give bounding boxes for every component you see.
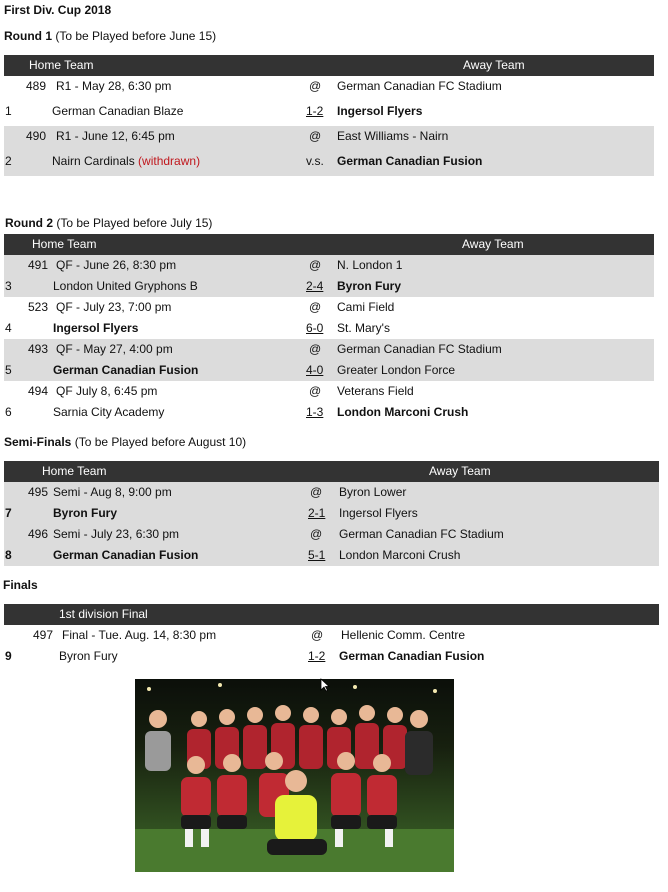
venue: Byron Lower bbox=[339, 485, 407, 499]
round1-table-header bbox=[4, 55, 654, 76]
game-number: 494 bbox=[28, 384, 49, 398]
away-team: Byron Fury bbox=[337, 279, 402, 293]
match-info: R1 - June 12, 6:45 pm bbox=[56, 129, 175, 143]
venue: Cami Field bbox=[337, 300, 395, 314]
game-number: 493 bbox=[28, 342, 49, 356]
away-team: St. Mary's bbox=[337, 321, 390, 335]
match-info: R1 - May 28, 6:30 pm bbox=[56, 79, 172, 93]
at-symbol: @ bbox=[309, 129, 322, 143]
home-team: London United Gryphons B bbox=[53, 279, 198, 293]
match-index: 1 bbox=[5, 104, 12, 118]
away-team: German Canadian Fusion bbox=[339, 649, 485, 663]
score-link[interactable]: 1-2 bbox=[308, 649, 326, 663]
home-team: German Canadian Fusion bbox=[53, 548, 199, 562]
match-info: QF July 8, 6:45 pm bbox=[56, 384, 158, 398]
venue: Hellenic Comm. Centre bbox=[341, 628, 466, 642]
semis-heading: Semi-Finals bbox=[4, 435, 72, 449]
away-team: German Canadian Fusion bbox=[337, 154, 483, 168]
venue: German Canadian FC Stadium bbox=[337, 79, 502, 93]
home-team: German Canadian Fusion bbox=[53, 363, 199, 377]
home-team: Sarnia City Academy bbox=[53, 405, 165, 419]
venue: N. London 1 bbox=[337, 258, 403, 272]
match-info: Semi - July 23, 6:30 pm bbox=[53, 527, 180, 541]
home-team-header: Home Team bbox=[42, 464, 107, 478]
venue: Veterans Field bbox=[337, 384, 414, 398]
match-index: 7 bbox=[5, 506, 12, 520]
final-header-title: 1st division Final bbox=[59, 607, 148, 621]
home-team: Ingersol Flyers bbox=[53, 321, 139, 335]
home-team-header: Home Team bbox=[29, 58, 94, 72]
round1-heading-line bbox=[4, 29, 216, 43]
match-index: 8 bbox=[5, 548, 12, 562]
venue: German Canadian FC Stadium bbox=[339, 527, 504, 541]
score-link[interactable]: 2-4 bbox=[306, 279, 324, 293]
game-number: 491 bbox=[28, 258, 49, 272]
withdrawn-note: (withdrawn) bbox=[138, 154, 201, 168]
match-index: 9 bbox=[5, 649, 12, 663]
at-symbol: @ bbox=[309, 300, 322, 314]
match-info: QF - May 27, 4:00 pm bbox=[56, 342, 173, 356]
away-team: Greater London Force bbox=[337, 363, 456, 377]
round1-note: (To be Played before June 15) bbox=[55, 29, 217, 43]
score-link[interactable]: 1-3 bbox=[306, 405, 324, 419]
at-symbol: @ bbox=[310, 485, 323, 499]
venue: German Canadian FC Stadium bbox=[337, 342, 502, 356]
home-team: Byron Fury bbox=[59, 649, 118, 663]
at-symbol: @ bbox=[309, 79, 322, 93]
match-index: 2 bbox=[5, 154, 12, 168]
game-number: 523 bbox=[28, 300, 49, 314]
home-team: Byron Fury bbox=[53, 506, 118, 520]
home-team: Nairn Cardinals bbox=[52, 154, 135, 168]
round2-heading: Round 2 bbox=[5, 216, 53, 230]
match-index: 3 bbox=[5, 279, 12, 293]
score-link[interactable]: 2-1 bbox=[308, 506, 326, 520]
round1-heading: Round 1 bbox=[4, 29, 52, 43]
mouse-cursor-icon bbox=[320, 678, 330, 692]
at-symbol: @ bbox=[309, 342, 322, 356]
away-team: Ingersol Flyers bbox=[337, 104, 423, 118]
game-number: 490 bbox=[26, 129, 47, 143]
versus-text: v.s. bbox=[306, 154, 324, 168]
team-photo-graphic bbox=[135, 679, 454, 872]
match-info: Semi - Aug 8, 9:00 pm bbox=[53, 485, 172, 499]
match-info: Final - Tue. Aug. 14, 8:30 pm bbox=[62, 628, 217, 642]
home-team: German Canadian Blaze bbox=[52, 104, 184, 118]
away-team: London Marconi Crush bbox=[339, 548, 461, 562]
game-number: 489 bbox=[26, 79, 47, 93]
page-title: First Div. Cup 2018 bbox=[4, 3, 112, 17]
match-index: 5 bbox=[5, 363, 12, 377]
round2-table-header bbox=[4, 234, 654, 255]
match-info: QF - July 23, 7:00 pm bbox=[56, 300, 172, 314]
game-number: 497 bbox=[33, 628, 54, 642]
finals-heading: Finals bbox=[3, 578, 38, 592]
away-team-header: Away Team bbox=[462, 237, 524, 251]
at-symbol: @ bbox=[310, 527, 323, 541]
game-number: 495 bbox=[28, 485, 49, 499]
at-symbol: @ bbox=[309, 384, 322, 398]
score-link[interactable]: 4-0 bbox=[306, 363, 324, 377]
match-index: 4 bbox=[5, 321, 12, 335]
score-link[interactable]: 6-0 bbox=[306, 321, 324, 335]
match-index: 6 bbox=[5, 405, 12, 419]
away-team: Ingersol Flyers bbox=[339, 506, 418, 520]
score-link[interactable]: 1-2 bbox=[306, 104, 324, 118]
round2-note: (To be Played before July 15) bbox=[56, 216, 213, 230]
semis-note: (To be Played before August 10) bbox=[74, 435, 247, 449]
away-team: London Marconi Crush bbox=[337, 405, 469, 419]
match-info: QF - June 26, 8:30 pm bbox=[56, 258, 177, 272]
finals-table-header bbox=[4, 604, 659, 625]
home-team-cell bbox=[52, 154, 200, 168]
away-team-header: Away Team bbox=[463, 58, 525, 72]
venue: East Williams - Nairn bbox=[337, 129, 449, 143]
semis-table-header bbox=[4, 461, 659, 482]
round2-heading-line bbox=[5, 216, 212, 230]
at-symbol: @ bbox=[309, 258, 322, 272]
semis-heading-line bbox=[4, 435, 246, 449]
away-team-header: Away Team bbox=[429, 464, 491, 478]
game-number: 496 bbox=[28, 527, 49, 541]
home-team-header: Home Team bbox=[32, 237, 97, 251]
at-symbol: @ bbox=[311, 628, 324, 642]
team-photo bbox=[135, 679, 454, 872]
score-link[interactable]: 5-1 bbox=[308, 548, 326, 562]
